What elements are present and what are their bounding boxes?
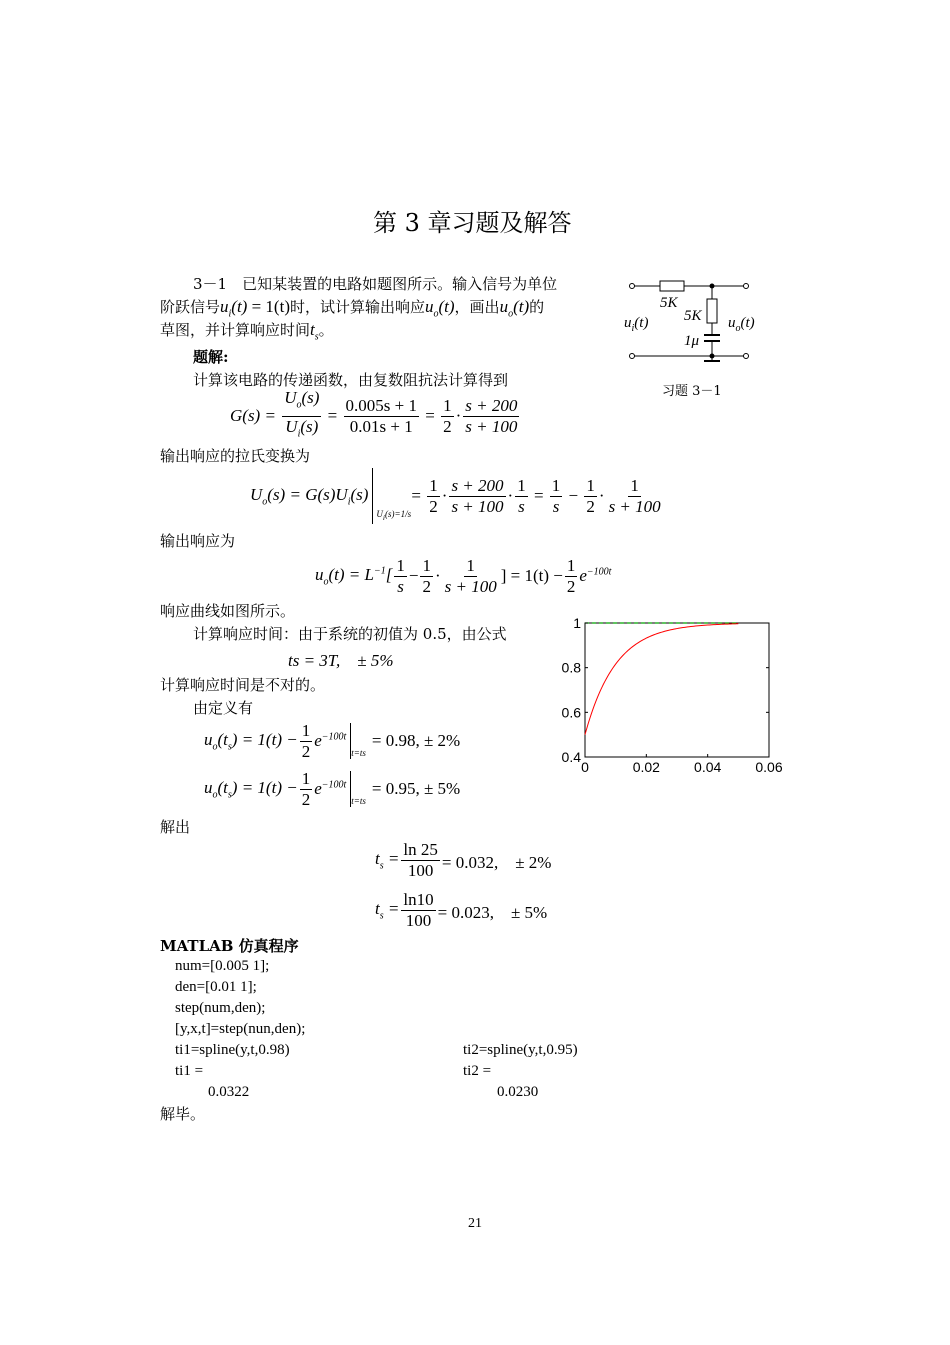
code-line-3: step(num,den); [175, 1000, 266, 1016]
code-ti1-label: ti1 = [175, 1063, 204, 1079]
step-2-text: 输出响应的拉氏变换为 [160, 447, 311, 465]
solution-heading: 题解: [193, 348, 229, 366]
step-response-chart [550, 610, 800, 785]
definition-equation-5pct: $u_o(t_s) = 1(t)$ − $\frac{1}{2}$ $e^{-100t}$ t=ts = 0.95, ± 5% [204, 768, 461, 809]
problem-line-2: 阶跃信号$u_i(t) = 1(t)$时，试计算输出响应$u_o(t)$，画出$u_o(t)$的 [160, 297, 545, 320]
y-tick-label: 0.4 [561, 749, 581, 765]
step-1-text: 计算该电路的传递函数，由复数阻抗法计算得到 [193, 371, 509, 389]
page-title: 第 3 章习题及解答 [373, 209, 572, 237]
step-6-text: 计算响应时间是不对的。 [160, 676, 326, 694]
x-tick-label: 0 [581, 759, 589, 775]
page-number: 21 [468, 1216, 482, 1231]
circuit-output-label: $u_o(t)$ [728, 315, 755, 334]
end-text: 解毕。 [160, 1105, 206, 1123]
code-ti2-value: 0.0230 [497, 1084, 539, 1100]
time-response-equation: $u_o(t) = L^{-1}$[ $\frac{1}{s}$ − $\frac{1}{2}$ · $\frac{1}{s + 100}$ ] = 1(t) − $\frac{1}{2}$ $e^{-100t}$ [315, 555, 612, 596]
laplace-output-equation: $U_o(s) = G(s)U_i(s)$ $U_i(s)=1/s$ = $\frac{1}{2}$ · $\frac{s + 200}{s + 100}$ · $\frac{1}{s}$ = $\frac{1}{s}$ − $\frac{1}{2}$ · $\frac{1}{s + 100}$ [250, 468, 665, 524]
chart-frame [585, 623, 769, 757]
circuit-caption: 习题 3－1 [662, 384, 722, 399]
transfer-function-equation: G(s) = $\frac{U_o(s)}{U_i(s)}$ = $\frac{0.005s + 1}{0.01s + 1}$ = $\frac{1}{2}$ · $\frac{s + 200}{s + 100}$ [230, 388, 518, 439]
code-ti1-value: 0.0322 [208, 1084, 250, 1100]
step-4-text: 响应曲线如图所示。 [160, 602, 296, 620]
code-line-4: [y,x,t]=step(nun,den); [175, 1021, 306, 1037]
step-5-text: 计算响应时间：由于系统的初值为 0.5，由公式 [193, 625, 507, 643]
problem-line-3: 草图，并计算响应时间$t_s$。 [160, 320, 334, 343]
definition-equation-2pct: $u_o(t_s) = 1(t)$ − $\frac{1}{2}$ $e^{-100t}$ t=ts = 0.98, ± 2% [204, 720, 461, 761]
step-3-text: 输出响应为 [160, 532, 236, 550]
settling-time-formula: ts = 3T, ± 5% [288, 651, 394, 670]
solution-2pct: $t_s$ = $\frac{\ln 25}{100}$ = 0.032, ± 2% [375, 839, 552, 880]
code-ti1-call: ti1=spline(y,t,0.98) [175, 1042, 290, 1058]
y-tick-label: 0.6 [561, 704, 581, 721]
step-8-text: 解出 [160, 818, 191, 836]
circuit-r2-label: 5K [684, 308, 702, 324]
circuit-input-label: $u_i(t)$ [624, 315, 649, 334]
circuit-cap-label: 1μ [684, 333, 700, 349]
matlab-heading: MATLAB 仿真程序 [160, 937, 299, 955]
code-line-2: den=[0.01 1]; [175, 979, 257, 995]
code-ti2-call: ti2=spline(y,t,0.95) [463, 1042, 578, 1058]
problem-line-1: 3－1 已知某装置的电路如题图所示。输入信号为单位 [193, 275, 558, 293]
y-tick-label: 0.8 [561, 659, 581, 676]
code-line-1: num=[0.005 1]; [175, 958, 270, 974]
circuit-r1-label: 5K [660, 295, 678, 311]
resistor-r2 [707, 299, 717, 323]
code-ti2-label: ti2 = [463, 1063, 492, 1079]
y-tick-label: 1 [573, 615, 581, 631]
x-tick-label: 0.04 [694, 759, 722, 775]
step-7-text: 由定义有 [193, 699, 254, 717]
x-tick-label: 0.02 [632, 759, 660, 775]
resistor-r1 [660, 281, 684, 291]
x-tick-label: 0.06 [755, 759, 783, 775]
solution-5pct: $t_s$ = $\frac{\ln 10}{100}$ = 0.023, ± 5% [375, 889, 548, 930]
